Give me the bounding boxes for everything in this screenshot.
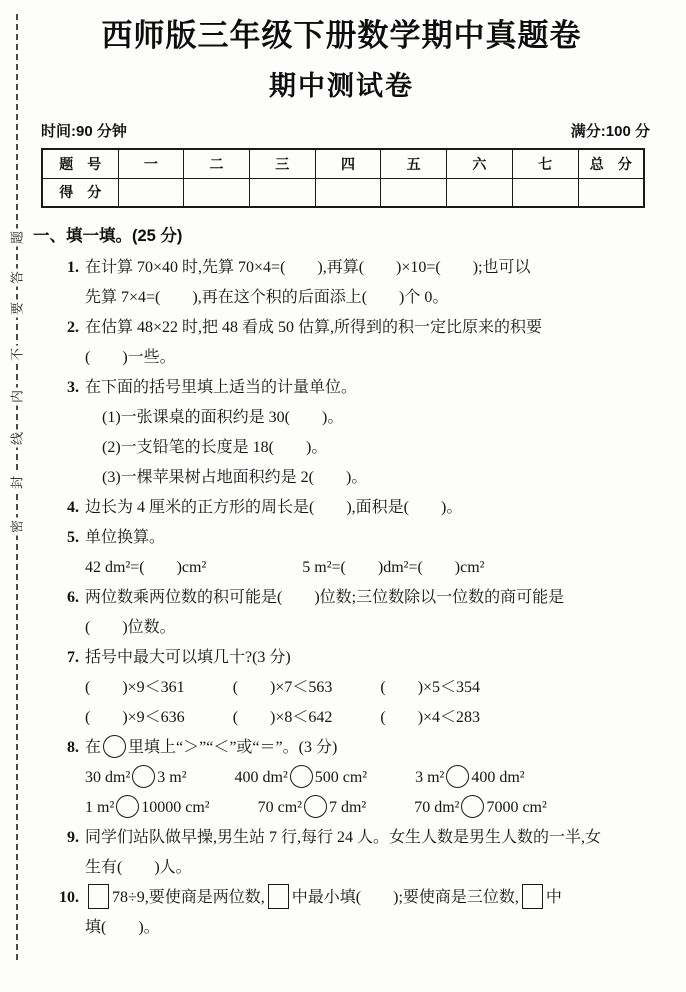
time-limit-label: 时间:90 分钟	[41, 123, 127, 140]
page-subtitle: 期中测试卷	[269, 71, 414, 101]
question-line: 在下面的括号里填上适当的计量单位。	[85, 379, 358, 396]
question-line: 生有( )人。	[85, 859, 192, 876]
comparison-circle	[446, 765, 469, 788]
question-number: 6.	[67, 589, 79, 606]
question-body	[85, 313, 650, 373]
question-body	[85, 493, 650, 523]
question-number: 2.	[67, 319, 79, 336]
question-line: 在估算 48×22 时,把 48 看成 50 估算,所得到的积一定比原来的积要	[85, 319, 543, 336]
section-col-6: 六	[447, 149, 513, 178]
question-line: 单位换算。	[85, 529, 166, 546]
question-body	[85, 733, 650, 823]
question-8	[33, 733, 650, 823]
binding-char: 题	[6, 229, 29, 247]
comparison-circle	[132, 765, 155, 788]
question-body	[85, 883, 650, 943]
question-6	[33, 583, 650, 643]
question-number: 4.	[67, 499, 79, 516]
question-number: 3.	[67, 379, 79, 396]
comparison-circle	[103, 735, 126, 758]
score-cell	[315, 178, 381, 207]
question-subline: (3)一棵苹果树占地面积约是 2( )。	[102, 469, 368, 486]
question-number: 5.	[67, 529, 79, 546]
score-label: 得 分	[42, 178, 118, 207]
comparison-row: 1 m² 10000 cm² 70 cm² 7 dm² 70 dm² 7000 cm²	[85, 793, 650, 823]
question-number: 8.	[67, 739, 79, 756]
question-number: 10.	[59, 889, 79, 906]
binding-char: 封	[6, 474, 29, 492]
score-cell	[381, 178, 447, 207]
question-line: 在计算 70×40 时,先算 70×4=( ),再算( )×10=( );也可以	[85, 259, 531, 276]
comparison-circle	[461, 795, 484, 818]
binding-char: 线	[6, 430, 29, 448]
question-line: 边长为 4 厘米的正方形的周长是( ),面积是( )。	[85, 499, 463, 516]
question-3	[33, 373, 650, 493]
question-2	[33, 313, 650, 373]
score-cell	[184, 178, 250, 207]
inequality-row: ( )×9＜361 ( )×7＜563 ( )×5＜354	[85, 679, 481, 696]
question-7	[33, 643, 650, 733]
digit-box	[268, 884, 289, 909]
score-cell	[118, 178, 184, 207]
unit-conversion-line: 42 dm²=( )cm² 5 m²=( )dm²=( )cm²	[85, 559, 485, 576]
score-table-score-row	[42, 178, 644, 207]
question-body	[85, 823, 650, 883]
binding-char: 内	[6, 388, 29, 406]
score-cell	[249, 178, 315, 207]
question-subline: (1)一张课桌的面积约是 30( )。	[102, 409, 344, 426]
comparison-circle	[290, 765, 313, 788]
question-line: 两位数乘两位数的积可能是( )位数;三位数除以一位数的商可能是	[85, 589, 565, 606]
page-title: 西师版三年级下册数学期中真题卷	[101, 18, 582, 53]
question-line: 填( )。	[85, 919, 160, 936]
digit-box	[522, 884, 543, 909]
score-table	[41, 148, 645, 208]
score-table-header-row	[42, 149, 644, 178]
score-cell	[512, 178, 578, 207]
question-5	[33, 523, 650, 583]
question-line: ( )一些。	[85, 349, 176, 366]
question-9	[33, 823, 650, 883]
question-number: 7.	[67, 649, 79, 666]
comparison-circle	[116, 795, 139, 818]
question-number: 9.	[67, 829, 79, 846]
question-body	[85, 643, 650, 733]
question-subline: (2)一支铅笔的长度是 18( )。	[102, 439, 328, 456]
section-col-5: 五	[381, 149, 447, 178]
score-cell	[578, 178, 644, 207]
binding-char: 答	[6, 269, 29, 287]
question-body	[85, 583, 650, 643]
section-col-7: 七	[512, 149, 578, 178]
question-list	[33, 253, 650, 943]
question-line: 先算 7×4=( ),再在这个积的后面添上( )个 0。	[85, 289, 449, 306]
comparison-row: 30 dm² 3 m² 400 dm² 500 cm² 3 m² 400 dm²	[85, 763, 650, 793]
question-4	[33, 493, 650, 523]
binding-char: 密	[6, 518, 29, 536]
inequality-row: ( )×9＜636 ( )×8＜642 ( )×4＜283	[85, 709, 481, 726]
section-title: 一、填一填。(25 分)	[33, 227, 183, 245]
full-score-label: 满分:100 分	[570, 123, 650, 140]
question-number: 1.	[67, 259, 79, 276]
question-body	[85, 253, 650, 313]
exam-info-row	[41, 120, 650, 141]
section-col-4: 四	[315, 149, 381, 178]
question-number-label: 题 号	[42, 149, 118, 178]
question-line: 78÷9,要使商是两位数, 中最小填( );要使商是三位数, 中	[85, 883, 650, 913]
score-cell	[447, 178, 513, 207]
question-10	[33, 883, 650, 943]
question-body	[85, 373, 650, 493]
section-col-3: 三	[249, 149, 315, 178]
question-line: ( )位数。	[85, 619, 176, 636]
digit-box	[88, 884, 109, 909]
section-col-1: 一	[118, 149, 184, 178]
binding-char: 要	[6, 300, 29, 318]
question-line: 同学们站队做早操,男生站 7 行,每行 24 人。女生人数是男生人数的一半,女	[85, 829, 602, 846]
binding-char: 不	[6, 346, 29, 364]
total-score-label: 总 分	[578, 149, 644, 178]
question-body	[85, 523, 650, 583]
section-col-2: 二	[184, 149, 250, 178]
comparison-circle	[304, 795, 327, 818]
question-line: 在 里填上“＞”“＜”或“＝”。(3 分)	[85, 733, 650, 763]
question-line: 括号中最大可以填几十?(3 分)	[85, 649, 291, 666]
question-1	[33, 253, 650, 313]
